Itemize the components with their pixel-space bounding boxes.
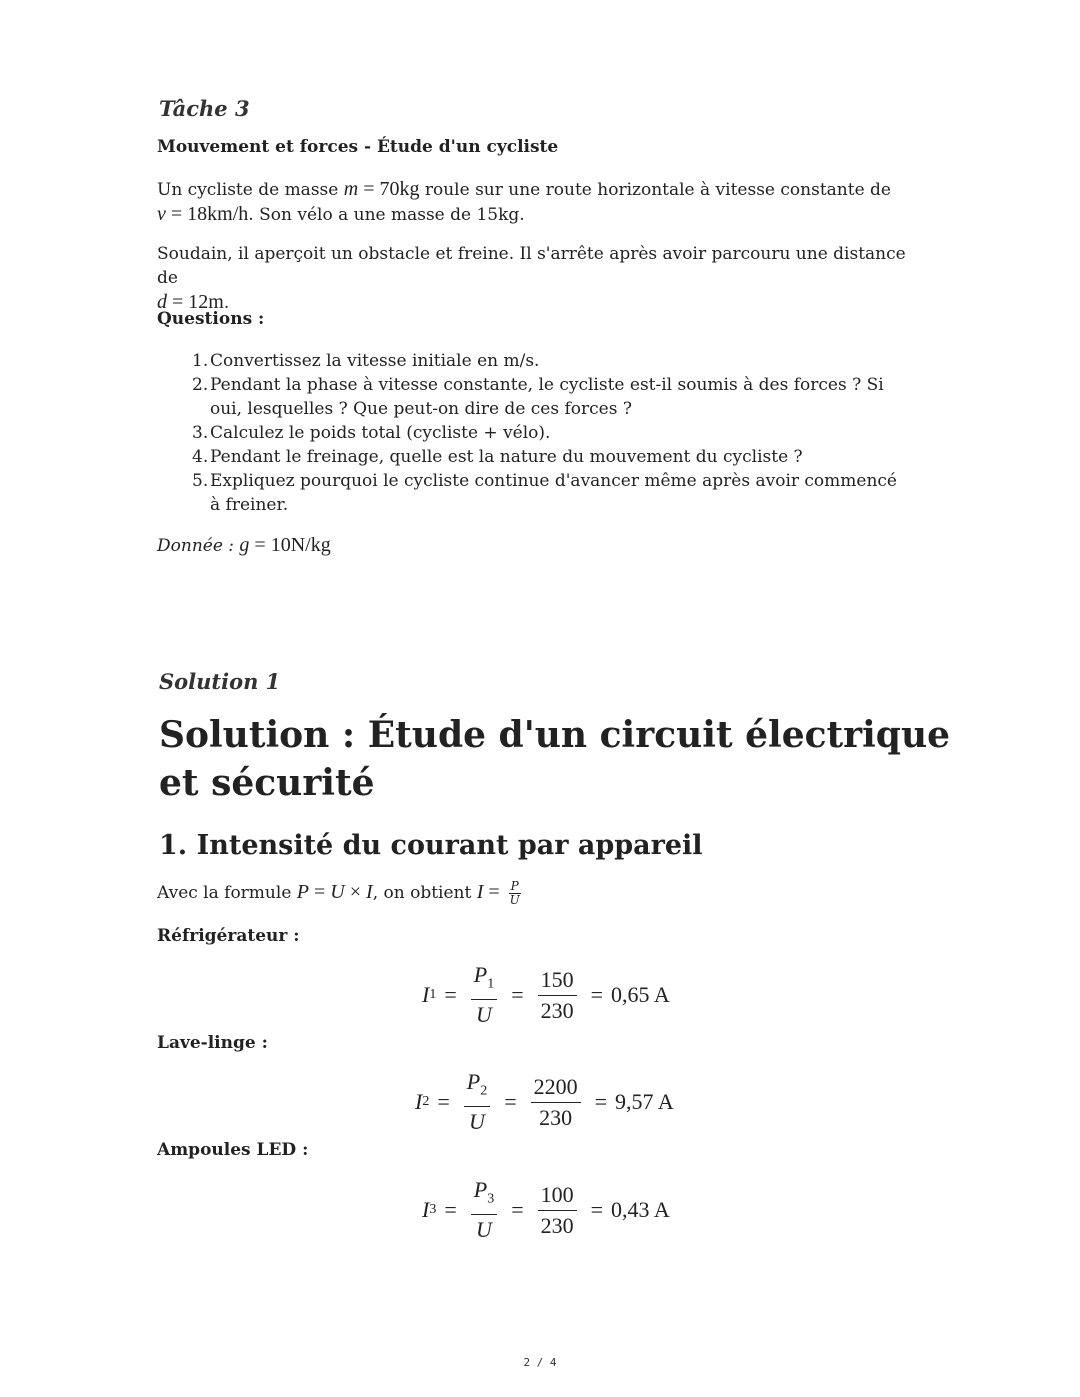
- list-item: 5. Expliquez pourquoi le cycliste continue d'avancer même après avoir commencé à freiner.: [192, 471, 897, 515]
- page-number: 2 / 4: [523, 1356, 557, 1369]
- item-label-refrigerator: Réfrigérateur :: [157, 926, 300, 946]
- equation-led-bulbs: I 3 = $\frac{P_3}{U}$ = $\frac{100}{230}$ = 0,43 A: [422, 1177, 670, 1243]
- questions-list: [192, 349, 912, 517]
- questions-heading: Questions :: [157, 309, 265, 329]
- item-label-led-bulbs: Ampoules LED :: [157, 1140, 309, 1160]
- task-paragraph-1: Un cycliste de masse m = 70kg roule sur une route horizontale à vitesse constante de v = 18km/h. Son vélo a une masse de 15kg.: [157, 178, 891, 225]
- list-item: 3. Calculez le poids total (cycliste + vélo).: [192, 423, 551, 443]
- list-item: 2. Pendant la phase à vitesse constante, le cycliste est-il soumis à des forces ? Si oui, lesquelles ? Que peut-on dire de ces forces ?: [192, 375, 884, 419]
- formula-intro: Avec la formule P = U × I, on obtient I = $\frac{P}{U}$: [157, 879, 520, 907]
- list-item: 1. Convertissez la vitesse initiale en m/s.: [192, 351, 540, 371]
- task-paragraph-2: Soudain, il aperçoit un obstacle et freine. Il s'arrête après avoir parcouru une distance de d = 12m.: [157, 244, 906, 313]
- given-data: Donnée : g = 10N/kg: [157, 534, 331, 556]
- item-label-washing-machine: Lave-linge :: [157, 1033, 268, 1053]
- list-item: 4. Pendant le freinage, quelle est la nature du mouvement du cycliste ?: [192, 447, 803, 467]
- equation-refrigerator: I 1 = $\frac{P_1}{U}$ = $\frac{150}{230}$ = 0,65 A: [422, 962, 670, 1028]
- solution-title: Solution : Étude d'un circuit électrique et sécurité: [159, 714, 951, 804]
- section-title: 1. Intensité du courant par appareil: [159, 830, 703, 861]
- task-subtitle: Mouvement et forces - Étude d'un cycliste: [157, 137, 559, 157]
- solution-label: Solution 1: [159, 669, 281, 694]
- task-title: Tâche 3: [159, 96, 250, 121]
- fraction-p-over-u: $\frac{P}{U}$: [509, 879, 520, 907]
- equation-washing-machine: I 2 = $\frac{P_2}{U}$ = $\frac{2200}{230}$ = 9,57 A: [415, 1069, 674, 1135]
